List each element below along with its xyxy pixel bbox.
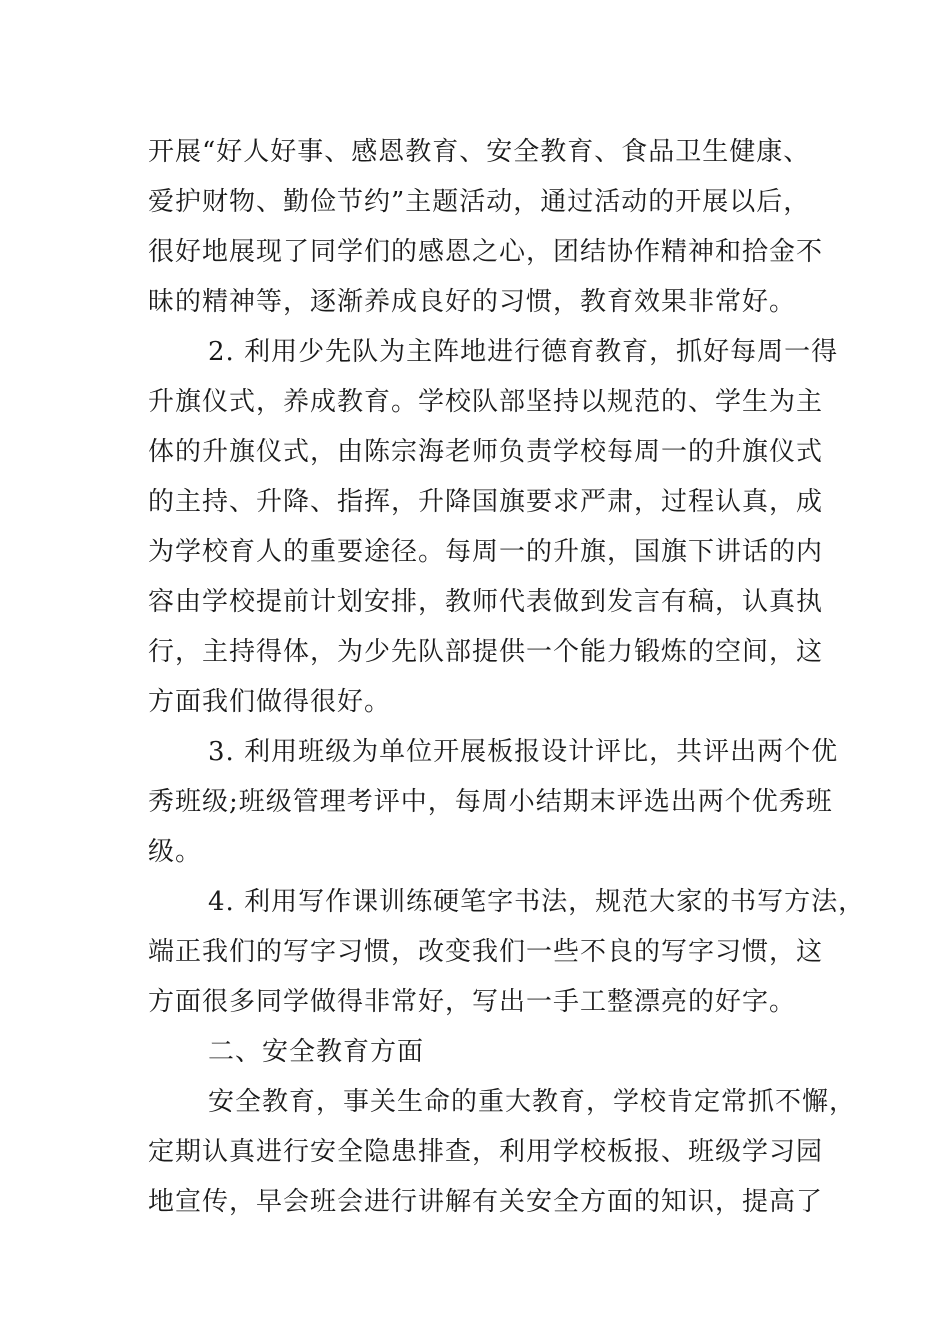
text-line: 秀班级;班级管理考评中，每周小结期末评选出两个优秀班 (148, 787, 833, 817)
paragraph-item-2-start: 2. 利用少先队为主阵地进行德育教育，抓好每周一得 (208, 337, 839, 367)
text-line: 昧的精神等，逐渐养成良好的习惯，教育效果非常好。 (148, 287, 797, 317)
text-line: 很好地展现了同学们的感恩之心，团结协作精神和拾金不 (148, 237, 824, 267)
text-line: 为学校育人的重要途径。每周一的升旗，国旗下讲话的内 (148, 537, 824, 567)
text-line: 升旗仪式，养成教育。学校队部坚持以规范的、学生为主 (148, 387, 824, 417)
text-line: 爱护财物、勤俭节约”主题活动，通过活动的开展以后， (148, 187, 811, 217)
text-line: 定期认真进行安全隐患排查，利用学校板报、班级学习园 (148, 1137, 824, 1167)
text-line: 端正我们的写字习惯，改变我们一些不良的写字习惯，这 (148, 937, 824, 967)
section-heading: 二、安全教育方面 (208, 1037, 425, 1067)
text-line: 方面我们做得很好。 (148, 687, 392, 717)
text-line: 行，主持得体，为少先队部提供一个能力锻炼的空间，这 (148, 637, 824, 667)
text-line: 方面很多同学做得非常好，写出一手工整漂亮的好字。 (148, 987, 797, 1017)
paragraph-item-3-start: 3. 利用班级为单位开展板报设计评比，共评出两个优 (208, 737, 839, 767)
text-line: 地宣传，早会班会进行讲解有关安全方面的知识，提高了 (148, 1187, 824, 1217)
text-line: 的主持、升降、指挥，升降国旗要求严肃，过程认真，成 (148, 487, 824, 517)
paragraph-start: 安全教育，事关生命的重大教育，学校肯定常抓不懈， (208, 1087, 857, 1117)
text-line: 容由学校提前计划安排，教师代表做到发言有稿，认真执 (148, 587, 824, 617)
text-line: 开展“好人好事、感恩教育、安全教育、食品卫生健康、 (148, 137, 811, 167)
text-line: 级。 (148, 837, 203, 867)
paragraph-item-4-start: 4. 利用写作课训练硬笔字书法，规范大家的书写方法， (208, 887, 866, 917)
text-line: 体的升旗仪式，由陈宗海老师负责学校每周一的升旗仪式 (148, 437, 824, 467)
